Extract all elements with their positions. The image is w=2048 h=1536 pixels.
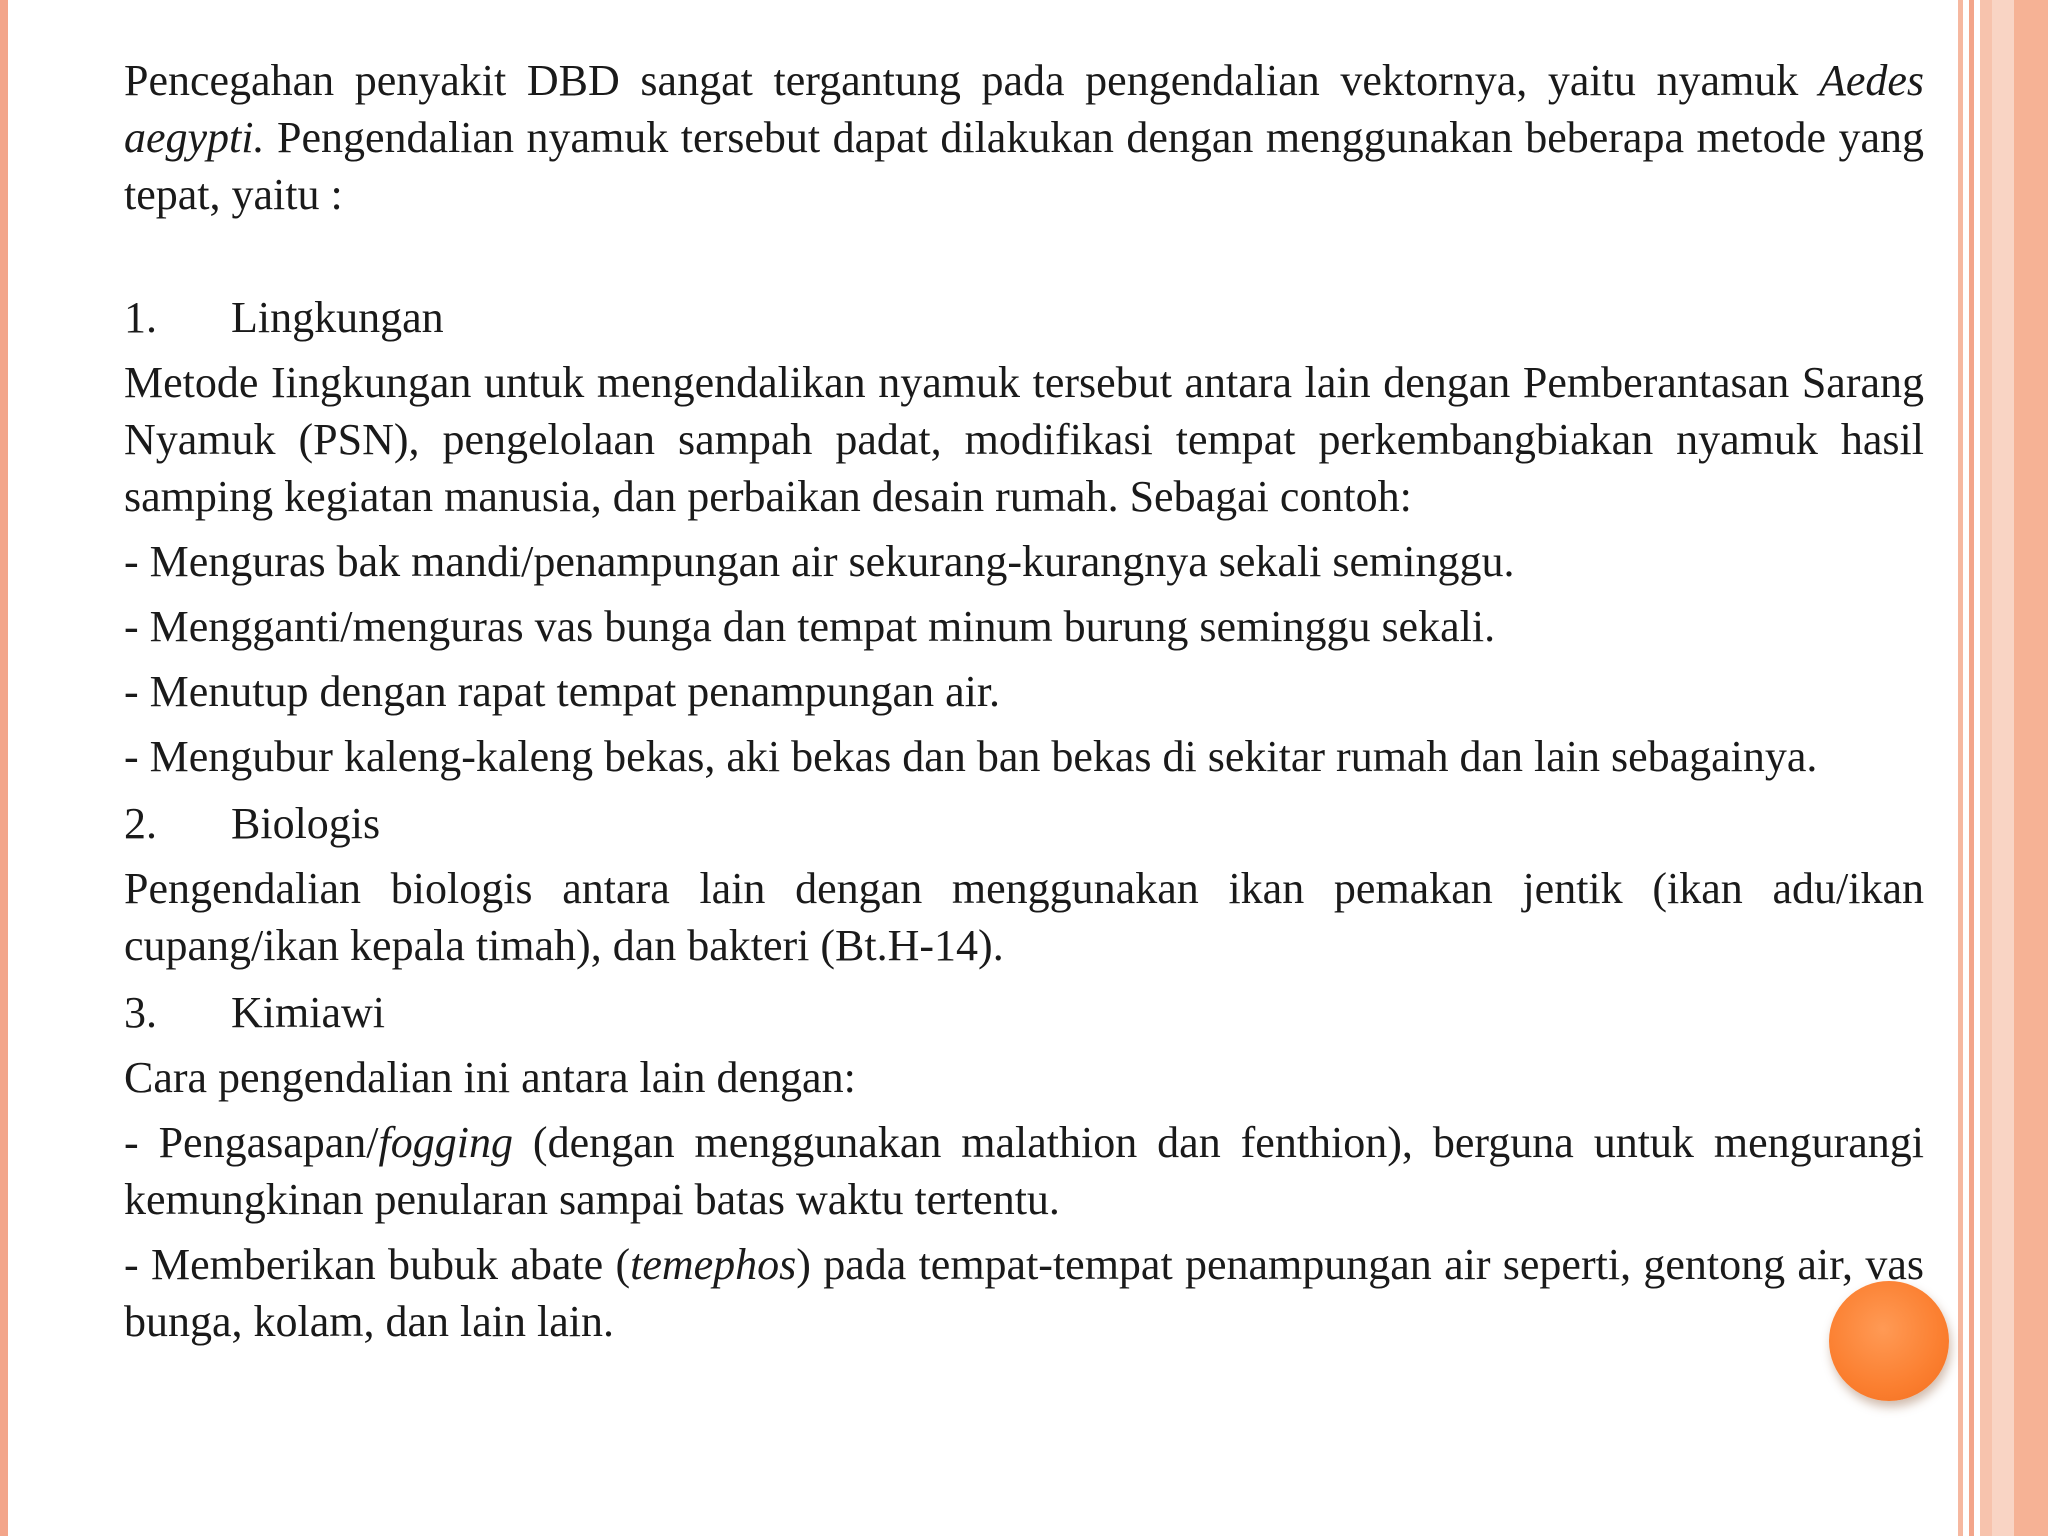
list-item: - Menutup dengan rapat tempat penampungan air. (124, 667, 1001, 716)
list-item: - Menguras bak mandi/penampungan air sekurang-kurangnya sekali seminggu. (124, 537, 1515, 586)
bullet-text: (dengan menggunakan malathion dan fenthion), berguna untuk mengurangi kemungkinan penularan sampai batas waktu tertentu. (124, 1118, 1925, 1224)
left-accent-bar (0, 0, 8, 1536)
intro-text-1: Pencegahan penyakit DBD sangat tergantung pada pengendalian vektornya, yaitu nyamuk (124, 56, 1819, 105)
environment-description: Metode Iingkungan untuk mengendalikan nyamuk tersebut antara lain dengan Pemberantasan Sarang Nyamuk (PSN), pengelolaan sampah padat, modifikasi tempat perkembangbiakan nyamuk hasil samping kegiatan manusia, dan perbaikan desain rumah. Sebagai contoh: (124, 358, 1924, 521)
bullet-text: - Pengasapan/ (124, 1118, 379, 1167)
intro-text-2: Pengendalian nyamuk tersebut dapat dilakukan dengan menggunakan beberapa metode yang tepat, yaitu : (124, 113, 1924, 219)
section-number: 3. (124, 988, 157, 1037)
right-decorative-stripes (1958, 0, 2048, 1536)
section-number: 1. (124, 293, 157, 342)
section-heading-chemical (124, 984, 1924, 1041)
list-item: - Mengganti/menguras vas bunga dan tempat minum burung seminggu sekali. (124, 602, 1496, 651)
section-number: 2. (124, 799, 157, 848)
bullet-text: - Memberikan bubuk abate ( (124, 1240, 631, 1289)
bullet-italic-term: fogging (378, 1118, 513, 1167)
stripe (1980, 0, 1992, 1536)
section-heading-biological (124, 795, 1924, 852)
biological-description: Pengendalian biologis antara lain dengan menggunakan ikan pemakan jentik (ikan adu/ikan cupang/ikan kepala timah), dan bakteri (Bt.H-14). (124, 864, 1924, 970)
stripe (1992, 0, 2014, 1536)
species-name: Aedes aegypti. (124, 56, 1924, 162)
list-item (124, 1114, 1924, 1228)
stripe (2014, 0, 2048, 1536)
section-title: Kimiawi (231, 988, 385, 1037)
chemical-description: Cara pengendalian ini antara lain dengan: (124, 1053, 856, 1102)
section-heading-environment (124, 289, 1924, 346)
bullet-text: ) pada tempat-tempat penampungan air seperti, gentong air, vas bunga, kolam, dan lain lain. (124, 1240, 1924, 1346)
slide-body (124, 52, 1924, 1350)
bullet-italic-term: temephos (630, 1240, 797, 1289)
section-title: Lingkungan (231, 293, 444, 342)
intro-paragraph (124, 52, 1924, 223)
list-item (124, 1236, 1924, 1350)
list-item: - Mengubur kaleng-kaleng bekas, aki bekas dan ban bekas di sekitar rumah dan lain sebagainya. (124, 732, 1818, 781)
section-title: Biologis (231, 799, 381, 848)
